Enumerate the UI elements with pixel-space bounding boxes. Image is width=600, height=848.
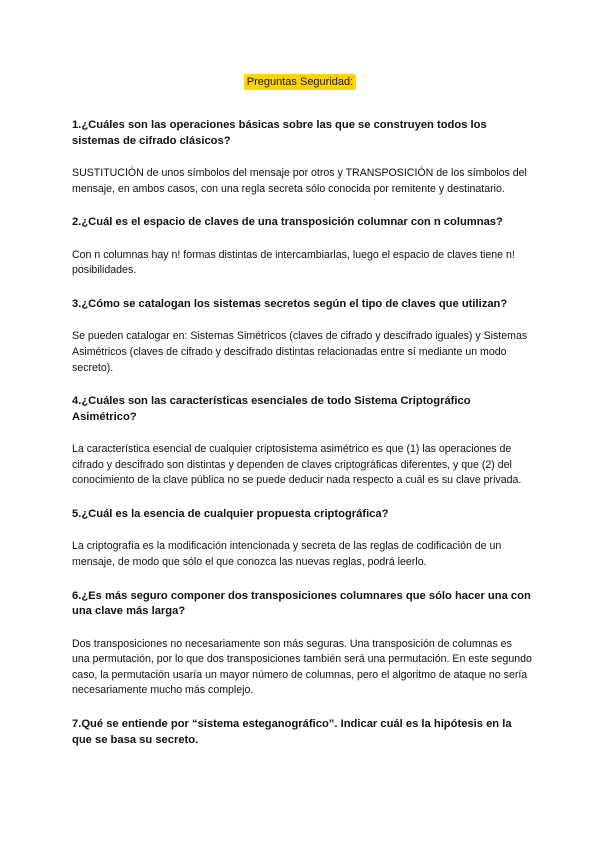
page-title: Preguntas Seguridad: (244, 74, 356, 90)
answer-2-line-1: Con n columnas hay n! formas distintas de intercambiarlas, luego el espacio de claves tiene n! (72, 248, 515, 261)
answer-4: La característica esencial de cualquier criptosistema asimétrico es que (1) las operaciones de cifrado y descifrado son distintas y dependen de claves criptográficas diferentes, y que (2) del conocimiento de la clave pública no se puede deducir nada respecto a cuál es su clave privada. (72, 443, 522, 487)
qa-item-3 (72, 297, 532, 376)
question-4: 4.¿Cuáles son las características esenciales de todo Sistema Criptográfico Asimétrico? (72, 395, 471, 423)
question-3: 3.¿Cómo se catalogan los sistemas secretos según el tipo de claves que utilizan? (72, 297, 508, 310)
answer-3: Se pueden catalogar en: Sistemas Simétricos (claves de cifrado y descifrado iguales) y Sistemas Asimétricos (claves de cifrado y descifrado distintas relacionadas entre sí mediante un modo secreto). (72, 330, 528, 374)
qa-item-1 (72, 118, 532, 197)
qa-item-6 (72, 589, 532, 699)
qa-list (72, 118, 532, 766)
answer-1: SUSTITUCIÓN de unos símbolos del mensaje por otros y TRANSPOSICIÓN de los símbolos del mensaje, en ambos casos, con una regla secreta sólo conocida por remitente y destinatario. (72, 167, 527, 195)
answer-5: La criptografía es la modificación intencionada y secreta de las reglas de codificación de un mensaje, de modo que sólo el que conozca las nuevas reglas, podrá leerlo. (72, 540, 502, 569)
answer-6: Dos transposiciones no necesariamente son más seguras. Una transposición de columnas es una permutación, por lo que dos transposiciones también será una permutación. En este segundo caso, la permutación usaría un mayor número de columnas, pero el algoritmo de ataque no sería necesariamente mucho más complejo. (72, 637, 532, 697)
question-1: 1.¿Cuáles son las operaciones básicas sobre las que se construyen todos los sistemas de cifrado clásicos? (72, 119, 487, 147)
qa-item-5 (72, 507, 532, 571)
question-5: 5.¿Cuál es la esencia de cualquier propuesta criptográfica? (72, 507, 389, 520)
qa-item-7 (72, 717, 532, 748)
answer-2 (72, 248, 532, 279)
question-7: 7.Qué se entiende por “sistema esteganográfico”. Indicar cuál es la hipótesis en la que se basa su secreto. (72, 718, 512, 746)
qa-item-2 (72, 215, 532, 279)
question-6: 6.¿Es más seguro componer dos transposiciones columnares que sólo hacer una con una clave más larga? (72, 589, 531, 618)
answer-2-line-2: posibilidades. (72, 264, 137, 277)
question-2: 2.¿Cuál es el espacio de claves de una transposición columnar con n columnas? (72, 216, 503, 229)
title-wrapper (0, 72, 600, 90)
qa-item-4 (72, 394, 532, 489)
